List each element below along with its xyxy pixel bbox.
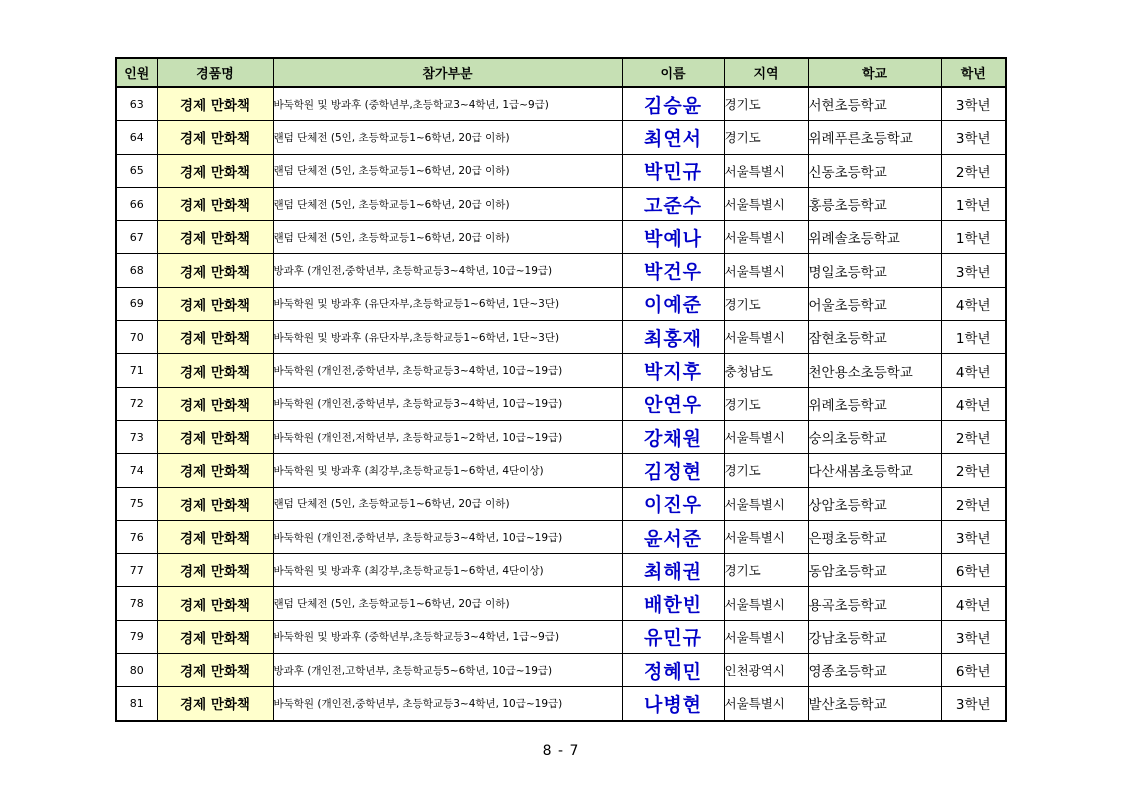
cell-region: 서울특별시 xyxy=(724,420,808,453)
cell-prize: 경제 만화책 xyxy=(157,620,273,653)
table-row xyxy=(116,254,1006,287)
cell-school: 상암초등학교 xyxy=(808,487,941,520)
cell-num: 63 xyxy=(116,87,157,121)
cell-region: 경기도 xyxy=(724,87,808,121)
cell-category: 바둑학원 및 방과후 (유단자부,초등학교등1~6학년, 1단~3단) xyxy=(273,321,622,354)
cell-region: 경기도 xyxy=(724,454,808,487)
cell-name: 박건우 xyxy=(622,254,724,287)
cell-prize: 경제 만화책 xyxy=(157,387,273,420)
cell-prize: 경제 만화책 xyxy=(157,420,273,453)
cell-school: 위례솔초등학교 xyxy=(808,221,941,254)
cell-grade: 3학년 xyxy=(941,620,1006,653)
cell-school: 홍릉초등학교 xyxy=(808,187,941,220)
cell-school: 다산새봄초등학교 xyxy=(808,454,941,487)
cell-category: 바둑학원 및 방과후 (최강부,초등학교등1~6학년, 4단이상) xyxy=(273,454,622,487)
cell-prize: 경제 만화책 xyxy=(157,221,273,254)
cell-grade: 3학년 xyxy=(941,254,1006,287)
cell-school: 숭의초등학교 xyxy=(808,420,941,453)
table-row xyxy=(116,620,1006,653)
cell-prize: 경제 만화책 xyxy=(157,154,273,187)
cell-prize: 경제 만화책 xyxy=(157,354,273,387)
cell-name: 김승윤 xyxy=(622,87,724,121)
header-region: 지역 xyxy=(724,58,808,87)
cell-name: 박지후 xyxy=(622,354,724,387)
cell-region: 서울특별시 xyxy=(724,587,808,620)
cell-prize: 경제 만화책 xyxy=(157,654,273,687)
cell-school: 강남초등학교 xyxy=(808,620,941,653)
cell-school: 영종초등학교 xyxy=(808,654,941,687)
cell-grade: 1학년 xyxy=(941,187,1006,220)
cell-region: 서울특별시 xyxy=(724,187,808,220)
table-row xyxy=(116,187,1006,220)
cell-prize: 경제 만화책 xyxy=(157,587,273,620)
table-row xyxy=(116,121,1006,154)
cell-num: 71 xyxy=(116,354,157,387)
cell-prize: 경제 만화책 xyxy=(157,121,273,154)
cell-category: 바둑학원 및 방과후 (유단자부,초등학교등1~6학년, 1단~3단) xyxy=(273,287,622,320)
cell-region: 서울특별시 xyxy=(724,321,808,354)
cell-grade: 3학년 xyxy=(941,520,1006,553)
cell-name: 고준수 xyxy=(622,187,724,220)
cell-num: 80 xyxy=(116,654,157,687)
cell-school: 어울초등학교 xyxy=(808,287,941,320)
cell-school: 은평초등학교 xyxy=(808,520,941,553)
cell-num: 72 xyxy=(116,387,157,420)
cell-region: 인천광역시 xyxy=(724,654,808,687)
cell-category: 바둑학원 (개인전,중학년부, 초등학교등3~4학년, 10급~19급) xyxy=(273,687,622,721)
cell-num: 73 xyxy=(116,420,157,453)
cell-prize: 경제 만화책 xyxy=(157,87,273,121)
cell-name: 강채원 xyxy=(622,420,724,453)
table-row xyxy=(116,354,1006,387)
cell-name: 유민규 xyxy=(622,620,724,653)
table-row xyxy=(116,420,1006,453)
cell-region: 서울특별시 xyxy=(724,687,808,721)
table-row xyxy=(116,654,1006,687)
table-row xyxy=(116,587,1006,620)
cell-grade: 1학년 xyxy=(941,221,1006,254)
header-num: 인원 xyxy=(116,58,157,87)
cell-prize: 경제 만화책 xyxy=(157,254,273,287)
header-name: 이름 xyxy=(622,58,724,87)
cell-grade: 2학년 xyxy=(941,154,1006,187)
cell-name: 이예준 xyxy=(622,287,724,320)
cell-category: 바둑학원 및 방과후 (중학년부,초등학교등3~4학년, 1급~9급) xyxy=(273,620,622,653)
cell-grade: 6학년 xyxy=(941,554,1006,587)
cell-category: 랜덤 단체전 (5인, 초등학교등1~6학년, 20급 이하) xyxy=(273,121,622,154)
header-category: 참가부분 xyxy=(273,58,622,87)
cell-category: 랜덤 단체전 (5인, 초등학교등1~6학년, 20급 이하) xyxy=(273,221,622,254)
cell-region: 서울특별시 xyxy=(724,620,808,653)
cell-grade: 3학년 xyxy=(941,687,1006,721)
cell-region: 경기도 xyxy=(724,387,808,420)
cell-name: 정혜민 xyxy=(622,654,724,687)
cell-school: 신동초등학교 xyxy=(808,154,941,187)
cell-region: 서울특별시 xyxy=(724,154,808,187)
cell-category: 바둑학원 및 방과후 (중학년부,초등학교3~4학년, 1급~9급) xyxy=(273,87,622,121)
cell-category: 바둑학원 (개인전,저학년부, 초등학교등1~2학년, 10급~19급) xyxy=(273,420,622,453)
cell-grade: 4학년 xyxy=(941,287,1006,320)
cell-num: 66 xyxy=(116,187,157,220)
cell-region: 서울특별시 xyxy=(724,221,808,254)
cell-school: 잠현초등학교 xyxy=(808,321,941,354)
cell-num: 75 xyxy=(116,487,157,520)
cell-grade: 2학년 xyxy=(941,454,1006,487)
cell-name: 윤서준 xyxy=(622,520,724,553)
cell-school: 발산초등학교 xyxy=(808,687,941,721)
cell-category: 랜덤 단체전 (5인, 초등학교등1~6학년, 20급 이하) xyxy=(273,587,622,620)
table-row xyxy=(116,287,1006,320)
cell-school: 천안용소초등학교 xyxy=(808,354,941,387)
table-row xyxy=(116,454,1006,487)
cell-grade: 6학년 xyxy=(941,654,1006,687)
table-row xyxy=(116,554,1006,587)
table-row xyxy=(116,221,1006,254)
cell-num: 65 xyxy=(116,154,157,187)
cell-category: 방과후 (개인전,중학년부, 초등학교등3~4학년, 10급~19급) xyxy=(273,254,622,287)
cell-name: 김정현 xyxy=(622,454,724,487)
table-row xyxy=(116,687,1006,721)
table-row xyxy=(116,387,1006,420)
cell-region: 경기도 xyxy=(724,121,808,154)
table-row xyxy=(116,321,1006,354)
cell-category: 바둑학원 (개인전,중학년부, 초등학교등3~4학년, 10급~19급) xyxy=(273,387,622,420)
cell-name: 안연우 xyxy=(622,387,724,420)
cell-prize: 경제 만화책 xyxy=(157,321,273,354)
cell-grade: 3학년 xyxy=(941,121,1006,154)
cell-grade: 4학년 xyxy=(941,587,1006,620)
cell-category: 랜덤 단체전 (5인, 초등학교등1~6학년, 20급 이하) xyxy=(273,154,622,187)
cell-num: 76 xyxy=(116,520,157,553)
table-body xyxy=(116,87,1006,721)
cell-num: 68 xyxy=(116,254,157,287)
cell-prize: 경제 만화책 xyxy=(157,687,273,721)
cell-school: 위례푸른초등학교 xyxy=(808,121,941,154)
cell-grade: 2학년 xyxy=(941,420,1006,453)
cell-prize: 경제 만화책 xyxy=(157,487,273,520)
cell-num: 81 xyxy=(116,687,157,721)
header-grade: 학년 xyxy=(941,58,1006,87)
cell-num: 78 xyxy=(116,587,157,620)
cell-prize: 경제 만화책 xyxy=(157,187,273,220)
cell-num: 67 xyxy=(116,221,157,254)
cell-grade: 2학년 xyxy=(941,487,1006,520)
cell-school: 위례초등학교 xyxy=(808,387,941,420)
table-header-row xyxy=(116,58,1006,87)
cell-name: 박민규 xyxy=(622,154,724,187)
table-row xyxy=(116,487,1006,520)
cell-name: 최연서 xyxy=(622,121,724,154)
cell-category: 랜덤 단체전 (5인, 초등학교등1~6학년, 20급 이하) xyxy=(273,487,622,520)
cell-grade: 1학년 xyxy=(941,321,1006,354)
cell-category: 바둑학원 (개인전,중학년부, 초등학교등3~4학년, 10급~19급) xyxy=(273,520,622,553)
cell-grade: 4학년 xyxy=(941,387,1006,420)
cell-category: 바둑학원 및 방과후 (최강부,초등학교등1~6학년, 4단이상) xyxy=(273,554,622,587)
cell-prize: 경제 만화책 xyxy=(157,454,273,487)
cell-prize: 경제 만화책 xyxy=(157,554,273,587)
cell-region: 경기도 xyxy=(724,554,808,587)
table-row xyxy=(116,87,1006,121)
cell-grade: 4학년 xyxy=(941,354,1006,387)
cell-num: 74 xyxy=(116,454,157,487)
award-table xyxy=(115,57,1007,722)
header-prize: 경품명 xyxy=(157,58,273,87)
cell-grade: 3학년 xyxy=(941,87,1006,121)
cell-name: 이진우 xyxy=(622,487,724,520)
table-row xyxy=(116,520,1006,553)
cell-region: 서울특별시 xyxy=(724,254,808,287)
cell-category: 방과후 (개인전,고학년부, 초등학교등5~6학년, 10급~19급) xyxy=(273,654,622,687)
page-number: 8 - 7 xyxy=(542,743,580,759)
cell-prize: 경제 만화책 xyxy=(157,287,273,320)
cell-school: 명일초등학교 xyxy=(808,254,941,287)
cell-region: 경기도 xyxy=(724,287,808,320)
cell-name: 박예나 xyxy=(622,221,724,254)
header-school: 학교 xyxy=(808,58,941,87)
cell-prize: 경제 만화책 xyxy=(157,520,273,553)
cell-num: 64 xyxy=(116,121,157,154)
cell-name: 최홍재 xyxy=(622,321,724,354)
cell-region: 충청남도 xyxy=(724,354,808,387)
cell-num: 70 xyxy=(116,321,157,354)
table-row xyxy=(116,154,1006,187)
cell-school: 동암초등학교 xyxy=(808,554,941,587)
cell-num: 77 xyxy=(116,554,157,587)
cell-school: 용곡초등학교 xyxy=(808,587,941,620)
cell-region: 서울특별시 xyxy=(724,487,808,520)
cell-category: 랜덤 단체전 (5인, 초등학교등1~6학년, 20급 이하) xyxy=(273,187,622,220)
cell-category: 바둑학원 (개인전,중학년부, 초등학교등3~4학년, 10급~19급) xyxy=(273,354,622,387)
cell-num: 69 xyxy=(116,287,157,320)
cell-region: 서울특별시 xyxy=(724,520,808,553)
cell-name: 나병현 xyxy=(622,687,724,721)
cell-name: 최해권 xyxy=(622,554,724,587)
cell-name: 배한빈 xyxy=(622,587,724,620)
cell-num: 79 xyxy=(116,620,157,653)
cell-school: 서현초등학교 xyxy=(808,87,941,121)
